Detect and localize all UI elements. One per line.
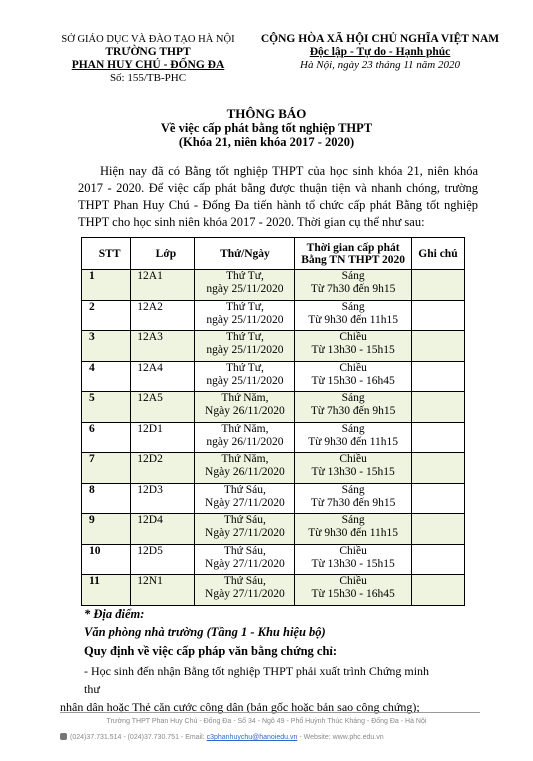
document-title: THÔNG BÁO (226, 106, 307, 121)
header-stt: STT (82, 238, 131, 270)
table-row (82, 575, 465, 606)
table-row (82, 331, 465, 362)
cell-date: Ngày 27/11/2020 (205, 557, 285, 570)
cell-time (295, 270, 412, 301)
table-row (82, 453, 465, 484)
cell-time-range: Từ 15h30 - 16h45 (311, 588, 395, 600)
header-left (48, 33, 248, 85)
header-class: Lớp (131, 238, 195, 270)
cell-day (195, 575, 295, 606)
table-row (82, 270, 465, 301)
location-value: Văn phòng nhà trường (Tầng 1 - Khu hiệu bộ) (84, 625, 326, 639)
cell-weekday: Thứ Sáu, (223, 575, 266, 587)
cell-note (411, 453, 464, 484)
cell-note (411, 544, 464, 575)
cell-class: 12A4 (131, 361, 195, 392)
document-date: Hà Nội, ngày 23 tháng 11 năm 2020 (300, 59, 460, 71)
school-name-2: PHAN HUY CHÚ - ĐỐNG ĐA (71, 59, 225, 71)
cell-class: 12D3 (131, 483, 195, 514)
cell-note (411, 392, 464, 423)
cell-session: Sáng (341, 514, 365, 526)
cell-session: Sáng (341, 392, 365, 404)
cell-time-range: Từ 13h30 - 15h15 (311, 344, 395, 356)
table-row (82, 544, 465, 575)
cell-stt: 8 (82, 483, 131, 514)
cell-weekday: Thứ Năm, (221, 392, 269, 404)
cell-session: Chiều (339, 544, 367, 557)
cell-time-range: Từ 7h30 đến 9h15 (310, 405, 396, 417)
header-day: Thứ/Ngày (195, 238, 295, 270)
cell-date: Ngày 26/11/2020 (205, 466, 285, 478)
cell-class: 12D2 (131, 453, 195, 484)
cell-stt: 2 (82, 300, 131, 331)
cell-class: 12D5 (131, 544, 195, 575)
cell-session: Chiều (339, 331, 367, 343)
cell-session: Sáng (341, 483, 365, 496)
cell-class: 12A3 (131, 331, 195, 362)
cell-session: Chiều (339, 361, 367, 374)
cell-date: ngày 25/11/2020 (206, 283, 284, 295)
cell-class: 12D4 (131, 514, 195, 545)
cell-weekday: Thứ Tư, (226, 361, 264, 374)
cell-class: 12A5 (131, 392, 195, 423)
cell-time-range: Từ 9h30 đến 11h15 (308, 435, 399, 448)
department-name: SỞ GIÁO DỤC VÀ ĐÀO TẠO HÀ NỘI (61, 34, 235, 45)
cell-session: Sáng (341, 422, 365, 435)
cell-note (411, 483, 464, 514)
cell-date: ngày 25/11/2020 (206, 344, 284, 356)
cell-stt: 4 (82, 361, 131, 392)
footer-contact (60, 733, 500, 741)
header-time-line2: Bằng TN THPT 2020 (301, 253, 406, 266)
cell-date: Ngày 27/11/2020 (205, 496, 285, 509)
rules-heading: Quy định về việc cấp pháp văn bằng chứng chỉ: (84, 644, 338, 658)
cell-note (411, 575, 464, 606)
table-header-row (82, 238, 465, 270)
cell-date: ngày 25/11/2020 (206, 374, 284, 387)
cell-session: Sáng (341, 300, 365, 313)
cell-session: Chiều (339, 453, 367, 465)
footer-phone: (024)37.731.514 - (024)37.730.751 - Email: (70, 734, 207, 741)
cell-date: ngày 26/11/2020 (206, 435, 284, 448)
cell-session: Chiều (339, 575, 367, 587)
cell-stt: 10 (82, 544, 131, 575)
cell-stt: 1 (82, 270, 131, 301)
rules-line-1: - Học sinh đến nhận Bằng tốt nghiệp THPT phải xuất trình Chứng minh thư (84, 664, 430, 696)
cell-time-range: Từ 9h30 đến 11h15 (308, 527, 399, 539)
rules-line-2: nhân dân hoặc Thẻ căn cước công dân (bản gốc hoặc bản sao công chứng); (60, 700, 420, 714)
cell-date: ngày 25/11/2020 (206, 313, 284, 326)
table-row (82, 361, 465, 392)
cell-day (195, 514, 295, 545)
intro-paragraph: Hiện nay đã có Bằng tốt nghiệp THPT của học sinh khóa 21, niên khóa 2017 - 2020. Để việc cấp phát bằng được thuận tiện và nhanh chóng, trường THPT Phan Huy Chú - Đống Đa tiến hành tổ chức cấp phát Bằng tốt nghiệp THPT cho học sinh niên khóa 2017 - 2020. Thời gian cụ thể như sau: (78, 164, 478, 229)
header-right (250, 33, 510, 72)
cell-weekday: Thứ Năm, (221, 422, 269, 435)
cell-time (295, 575, 412, 606)
document-subtitle: Về việc cấp phát bằng tốt nghiệp THPT (160, 121, 373, 135)
cell-weekday: Thứ Tư, (226, 270, 264, 282)
cell-weekday: Thứ Năm, (221, 453, 269, 465)
cell-time-range: Từ 7h30 đến 9h15 (310, 496, 396, 509)
cell-time-range: Từ 13h30 - 15h15 (311, 466, 395, 478)
cell-note (411, 514, 464, 545)
footer-address: Trường THPT Phan Huy Chú - Đống Đa - Số 34 - Ngõ 49 - Phố Huỳnh Thúc Kháng - Đống Đa - Hà Nội (106, 718, 427, 725)
cell-stt: 9 (82, 514, 131, 545)
cell-time (295, 300, 412, 331)
document-subtitle-year: (Khóa 21, niên khóa 2017 - 2020) (178, 135, 355, 149)
cell-note (411, 270, 464, 301)
cell-time-range: Từ 9h30 đến 11h15 (308, 313, 399, 326)
footer-divider (60, 712, 480, 713)
cell-day (195, 544, 295, 575)
cell-stt: 11 (82, 575, 131, 606)
cell-time (295, 331, 412, 362)
national-motto: Độc lập - Tự do - Hạnh phúc (309, 46, 451, 58)
table-row (82, 483, 465, 514)
cell-stt: 7 (82, 453, 131, 484)
cell-class: 12D1 (131, 422, 195, 453)
cell-day (195, 422, 295, 453)
cell-time (295, 361, 412, 392)
cell-stt: 3 (82, 331, 131, 362)
cell-class: 12A2 (131, 300, 195, 331)
cell-time (295, 392, 412, 423)
nation-name: CỘNG HÒA XÃ HỘI CHỦ NGHĨA VIỆT NAM (260, 33, 500, 45)
footer-email-link[interactable]: c3phanhuychu@hanoiedu.vn (206, 734, 298, 741)
cell-note (411, 422, 464, 453)
schedule-table (81, 237, 465, 606)
cell-time-range: Từ 13h30 - 15h15 (311, 557, 395, 570)
cell-stt: 6 (82, 422, 131, 453)
cell-time (295, 544, 412, 575)
footer-website: - Website: www.phc.edu.vn (297, 734, 384, 741)
table-row (82, 422, 465, 453)
phone-icon (60, 733, 67, 740)
cell-day (195, 483, 295, 514)
cell-time (295, 514, 412, 545)
header-note: Ghi chú (411, 238, 464, 270)
cell-time (295, 453, 412, 484)
cell-weekday: Thứ Tư, (226, 300, 264, 313)
cell-note (411, 300, 464, 331)
cell-day (195, 392, 295, 423)
rules-text (60, 662, 444, 716)
cell-day (195, 361, 295, 392)
cell-class: 12A1 (131, 270, 195, 301)
cell-day (195, 300, 295, 331)
table-row (82, 514, 465, 545)
cell-weekday: Thứ Sáu, (223, 544, 266, 557)
table-row (82, 392, 465, 423)
school-name: TRƯỜNG THPT (105, 46, 191, 58)
cell-note (411, 361, 464, 392)
location-heading: * Địa điểm: (84, 607, 145, 621)
cell-date: Ngày 27/11/2020 (205, 527, 285, 539)
cell-time-range: Từ 15h30 - 16h45 (311, 374, 395, 387)
cell-note (411, 331, 464, 362)
cell-day (195, 453, 295, 484)
cell-date: Ngày 27/11/2020 (205, 588, 285, 600)
document-number: Số: 155/TB-PHC (109, 72, 187, 84)
cell-class: 12N1 (131, 575, 195, 606)
table-row (82, 300, 465, 331)
cell-weekday: Thứ Sáu, (223, 514, 266, 526)
cell-time (295, 483, 412, 514)
cell-time (295, 422, 412, 453)
header-time-line1: Thời gian cấp phát (306, 241, 400, 254)
cell-date: Ngày 26/11/2020 (205, 405, 285, 417)
header-time (295, 238, 412, 270)
cell-day (195, 270, 295, 301)
cell-weekday: Thứ Sáu, (223, 483, 266, 496)
cell-session: Sáng (341, 270, 365, 282)
cell-day (195, 331, 295, 362)
cell-time-range: Từ 7h30 đến 9h15 (310, 283, 396, 295)
cell-stt: 5 (82, 392, 131, 423)
cell-weekday: Thứ Tư, (226, 331, 264, 343)
